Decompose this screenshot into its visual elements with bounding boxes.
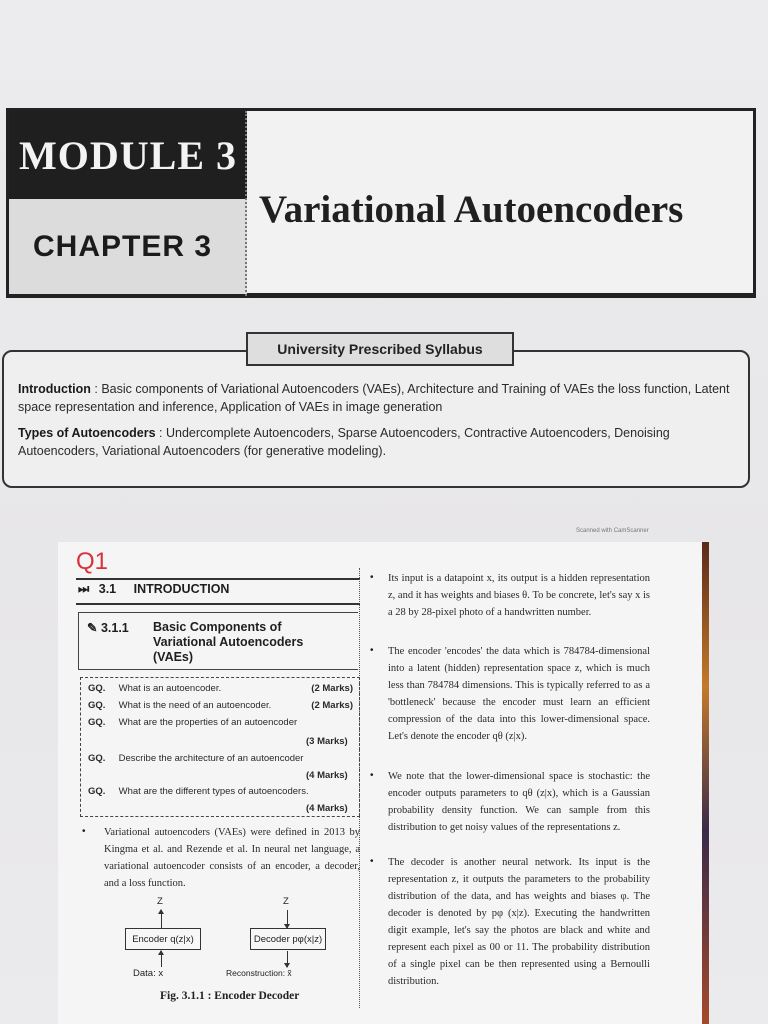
reconstruction-arrow-down-icon: [287, 951, 288, 967]
header-divider: [245, 111, 247, 296]
left-paragraph: Variational autoencoders (VAEs) were defined in 2013 by Kingma et al. and Rezende et al. In neural net language, a variational autoencoder consists of an encoder, a decoder, and a loss function.: [104, 827, 360, 889]
subsection-title: Basic Components of Variational Autoencoders (VAEs): [153, 620, 304, 664]
right-paragraph: We note that the lower-dimensional space is stochastic: the encoder outputs parameters to qθ (z|x), which is a Gaussian probability density function. We can sample from this distribution to get noisy values of the representations z.: [388, 771, 650, 833]
bullet-icon: •: [370, 572, 374, 583]
gq-label: GQ.: [88, 700, 106, 711]
decoder-arrow-down-icon: [287, 910, 288, 928]
gq-item: [88, 683, 353, 694]
gq-label: GQ.: [88, 717, 106, 728]
gq-text: What is an autoencoder.: [118, 683, 222, 694]
encoder-arrow-up-icon: [161, 910, 162, 928]
encoder-box: Encoder q(z|x): [125, 928, 201, 950]
section-heading: [78, 582, 229, 597]
syllabus-text: [18, 380, 738, 468]
gq-item: [88, 753, 353, 764]
subsection-box: [78, 612, 358, 670]
gq-item: [88, 717, 353, 728]
chapter-title: Variational Autoencoders: [259, 188, 684, 231]
section-number: 3.1: [98, 582, 117, 596]
gq-item: [88, 786, 353, 797]
top-rule: [76, 578, 360, 580]
chapter-header: [6, 108, 756, 298]
syllabus-title: University Prescribed Syllabus: [246, 332, 514, 366]
gq-marks: (4 Marks): [306, 770, 348, 781]
bullet-icon: •: [370, 770, 374, 781]
bullet-icon: •: [82, 826, 86, 837]
page-edge: [702, 542, 709, 1024]
syllabus-intro-label: Introduction: [18, 382, 91, 396]
decoder-box: Decoder pφ(x|z): [250, 928, 326, 950]
bullet-icon: •: [370, 856, 374, 867]
right-paragraph: The encoder 'encodes' the data which is 784784-dimensional into a latent (hidden) representation space z, which is much less than 784784 dimensions. This is typically referred to as a 'bottleneck' because the encoder must learn an efficient compression of the data into this lower-dimensional space. Let's denote the encoder qθ (z|x).: [388, 646, 650, 742]
gq-marks: (2 Marks): [311, 700, 353, 711]
gq-text: What are the different types of autoencoders.: [118, 786, 309, 797]
syllabus-intro-text: : Basic components of Variational Autoencoders (VAEs), Architecture and Training of VAEs the loss function, Latent space representation and inference, Application of VAEs in image generation: [18, 382, 730, 414]
figure-caption: Fig. 3.1.1 : Encoder Decoder: [160, 990, 300, 1002]
right-paragraph: Its input is a datapoint x, its output is a hidden representation z, and it has weights and biases θ. To be concrete, let's say x is a 28 by 28-pixel photo of a handwritten number.: [388, 573, 650, 618]
gq-text: What is the need of an autoencoder.: [118, 700, 272, 711]
gq-item: [88, 700, 353, 711]
diagram-reconstruction-label: Reconstruction: x̃: [226, 968, 292, 978]
gq-label: GQ.: [88, 753, 106, 764]
question-label: Q1: [76, 548, 109, 575]
scanner-watermark: Scanned with CamScanner: [576, 528, 649, 534]
right-paragraph: The decoder is another neural network. Its input is the representation z, it outputs the parameters to the probability distribution of the data, and has weights and biases φ. The decoder is denoted by pφ (x|z). Executing the handwritten digit example, let's say the photos are black and white and represent each pixel as 00 or 11. The probability distribution of a single pixel can be then represented using a Bernoulli distribution.: [388, 857, 650, 987]
gq-text: Describe the architecture of an autoencoder: [118, 753, 304, 764]
diagram-z-right: Z: [283, 896, 289, 907]
module-label: MODULE 3: [9, 111, 247, 199]
diagram-data-label: Data: x: [133, 968, 164, 979]
gq-marks: (3 Marks): [306, 736, 348, 747]
subsection-number: ✎ 3.1.1: [87, 621, 129, 635]
section-marker-icon: ⏭: [78, 582, 88, 596]
gq-label: GQ.: [88, 683, 106, 694]
syllabus-types: [18, 424, 738, 460]
diagram-z-left: Z: [157, 896, 163, 907]
gq-label: GQ.: [88, 786, 106, 797]
bullet-icon: •: [370, 645, 374, 656]
syllabus-types-label: Types of Autoencoders: [18, 426, 156, 440]
gq-marks: (2 Marks): [311, 683, 353, 694]
gq-text: What are the properties of an autoencoder: [118, 717, 298, 728]
data-arrow-up-icon: [161, 951, 162, 967]
syllabus-intro: [18, 380, 738, 416]
section-title: INTRODUCTION: [133, 582, 230, 596]
syllabus-types-text: : Undercomplete Autoencoders, Sparse Autoencoders, Contractive Autoencoders, Denoising Autoencoders, Variational Autoencoders (for generative modeling).: [18, 426, 670, 458]
gq-marks: (4 Marks): [306, 803, 348, 814]
section-rule: [76, 603, 360, 605]
chapter-label: CHAPTER 3: [9, 199, 247, 294]
